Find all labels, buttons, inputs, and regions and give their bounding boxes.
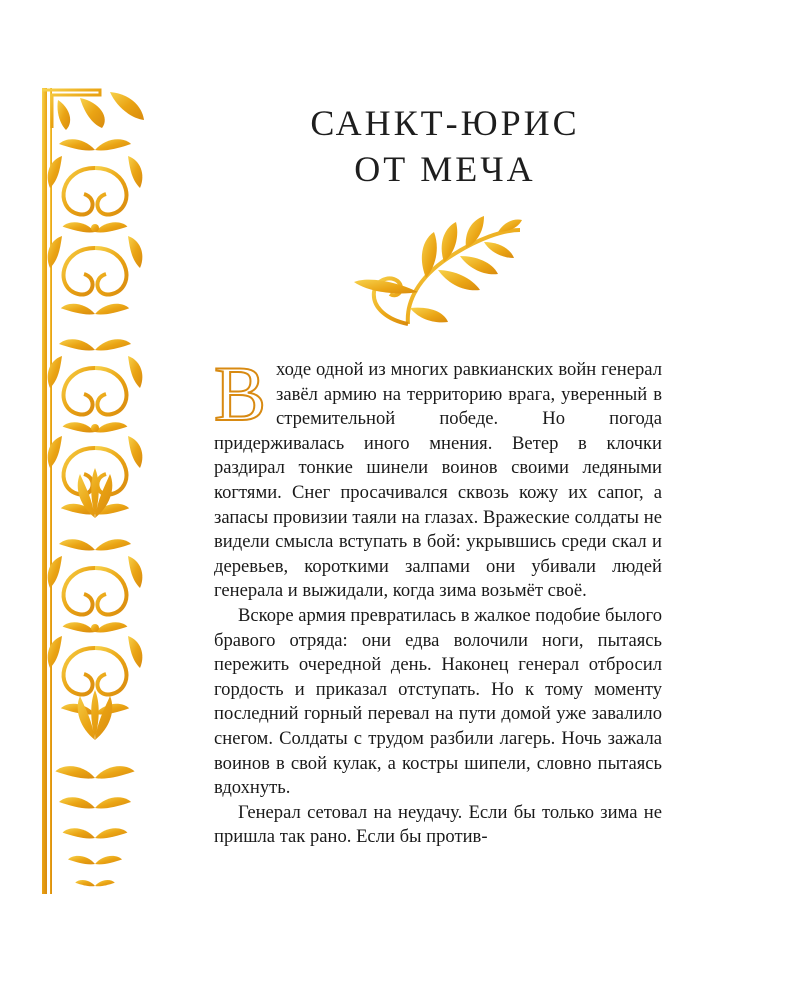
title-line-1: САНКТ-ЮРИС — [310, 103, 580, 143]
drop-cap: В — [214, 350, 267, 437]
title-line-2: ОТ МЕЧА — [354, 149, 536, 189]
leaf-sprig-ornament — [348, 212, 524, 330]
paragraph-3: Генерал сетовал на неудачу. Если бы только зима не пришла так рано. Если бы против- — [214, 801, 662, 848]
paragraph-1-text: ходе одной из многих равкианских войн генерал завёл армию на территорию врага, уверенный в стремительной победе. Но погода придерживалась иного мнения. Ветер в клочки раздирал тонкие шинели воинов своими ледяными когтями. Снег просачивался сквозь кожу их сапог, а запасы провизии таяли на глазах. Вражеские солдаты не видели смысла вступать в бой: укрывшись среди скал и деревьев, короткими залпами они убивали людей генерала и выжидали, когда зима возьмёт своё. — [214, 359, 662, 602]
body-text — [214, 350, 663, 850]
paragraph-2: Вскоре армия превратилась в жалкое подобие былого бравого отряда: они едва волочили ноги, пытаясь пережить очередной день. Наконец генерал отбросил гордость и приказал отступать. Но к тому моменту последний горный перевал на пути домой уже завалило снегом. Солдаты с трудом разбили лагерь. Ночь зажала воинов в свой кулак, а костры шипели, словно пытаясь вдохнуть. — [214, 604, 663, 799]
chapter-title — [230, 100, 660, 192]
floral-border-ornament — [40, 88, 150, 894]
paragraph-1 — [214, 350, 662, 604]
